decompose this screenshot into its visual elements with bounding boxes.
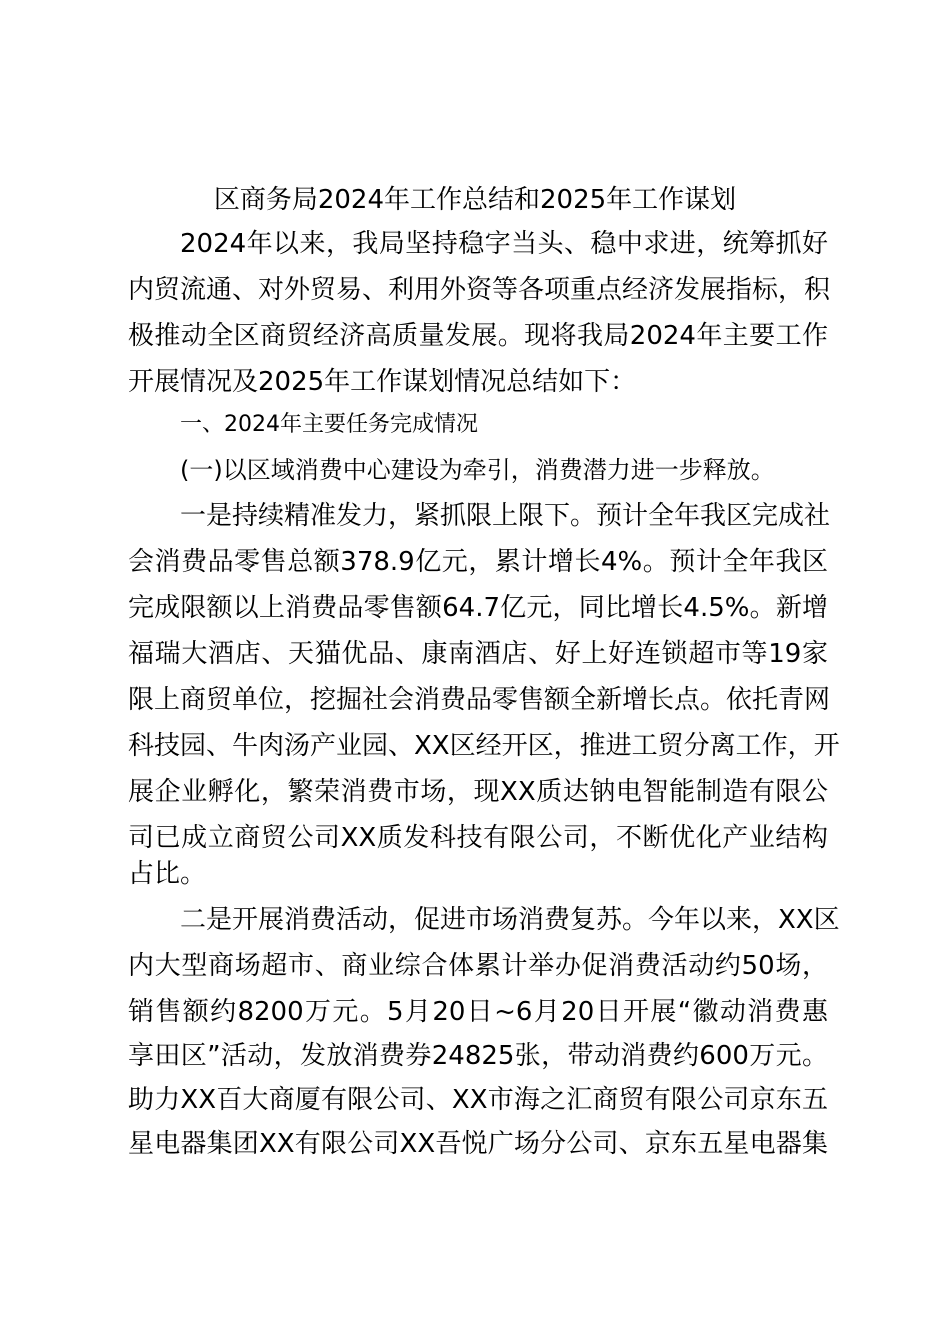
para2-line-6: 星电器集团XX有限公司XX吾悦广场分公司、京东五星电器集 — [128, 1129, 828, 1159]
para2-line-3: 销售额约8200万元。5月20日~6月20日开展“徽动消费惠 — [128, 997, 828, 1027]
para1-line-8: 司已成立商贸公司XX质发科技有限公司，不断优化产业结构 — [128, 823, 828, 853]
intro-line-2: 内贸流通、对外贸易、利用外资等各项重点经济发展指标，积 — [128, 275, 831, 305]
para2-line-5: 助力XX百大商厦有限公司、XX市海之汇商贸有限公司京东五 — [128, 1085, 828, 1115]
para1-line-5: 限上商贸单位，挖掘社会消费品零售额全新增长点。依托青网 — [128, 685, 831, 715]
para1-line-1: 一是持续精准发力，紧抓限上限下。预计全年我区完成社 — [180, 501, 831, 531]
para2-line-4: 享田区”活动，发放消费券24825张，带动消费约600万元。 — [128, 1041, 828, 1071]
para2-line-2: 内大型商场超市、商业综合体累计举办促消费活动约50场， — [128, 951, 828, 981]
section-heading-1: 一、2024年主要任务完成情况 — [180, 412, 478, 437]
para1-line-2: 会消费品零售总额378.9亿元，累计增长4%。预计全年我区 — [128, 547, 828, 577]
intro-line-4: 开展情况及2025年工作谋划情况总结如下： — [128, 367, 637, 397]
para1-line-4: 福瑞大酒店、天猫优品、康南酒店、好上好连锁超市等19家 — [128, 639, 828, 669]
para1-line-7: 展企业孵化，繁荣消费市场，现XX质达钠电智能制造有限公 — [128, 777, 828, 807]
intro-line-3: 极推动全区商贸经济高质量发展。现将我局2024年主要工作 — [128, 321, 828, 351]
para1-line-6: 科技园、牛肉汤产业园、XX区经开区，推进工贸分离工作，开 — [128, 731, 840, 761]
para1-line-9: 占比。 — [128, 859, 207, 889]
subsection-heading-1: (一)以区域消费中心建设为牵引，消费潜力进一步释放。 — [180, 456, 775, 484]
document-title: 区商务局2024年工作总结和2025年工作谋划 — [213, 185, 737, 215]
para2-line-1: 二是开展消费活动，促进市场消费复苏。今年以来，XX区 — [180, 905, 840, 935]
intro-line-1: 2024年以来，我局坚持稳字当头、稳中求进，统筹抓好 — [180, 229, 828, 259]
para1-line-3: 完成限额以上消费品零售额64.7亿元，同比增长4.5%。新增 — [128, 593, 828, 623]
